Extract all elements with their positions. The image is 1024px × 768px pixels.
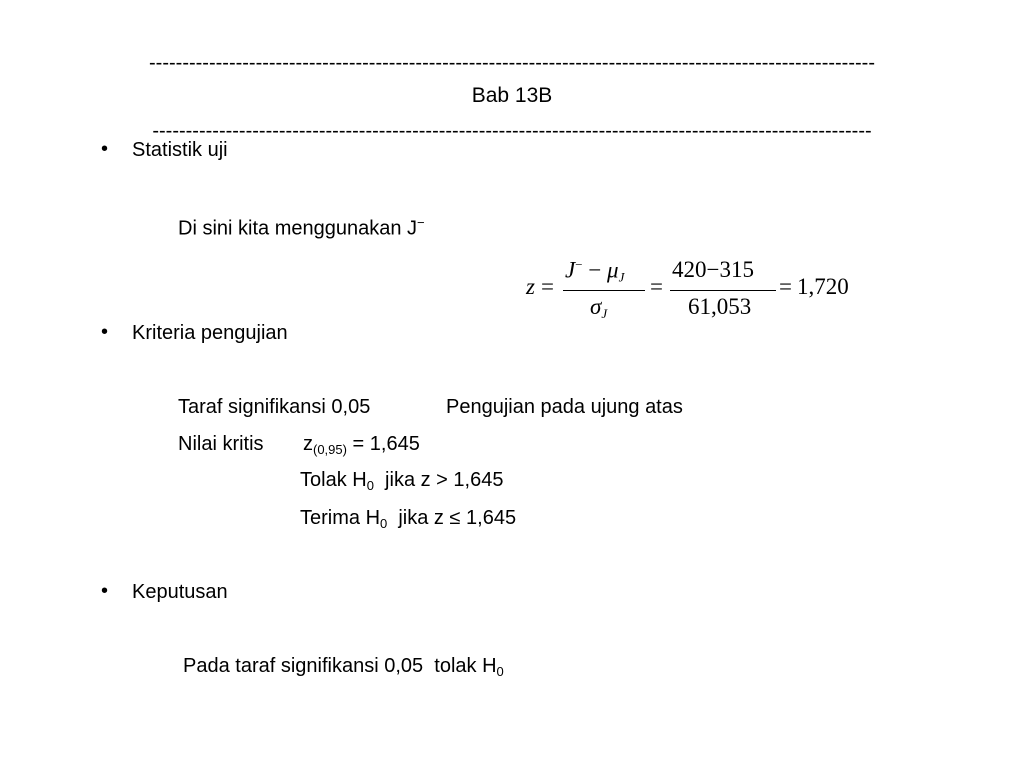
header-dash-top: ------------------------------------------------------------------------------------------------------------- (149, 52, 875, 74)
statistik-text: Di sini kita menggunakan J− (178, 215, 425, 240)
tolak-rule: Tolak $H_0$ jika z > 1,645 (300, 469, 504, 493)
nilai-kritis-label: Nilai kritis (178, 433, 264, 455)
nilai-kritis-value: $z_{(0,95)} = 1,645$ (303, 433, 420, 457)
section-heading-kriteria: Kriteria pengujian (132, 322, 288, 344)
z-formula: z = $J^- - \mu_J$ $\sigma_J$ = 420−315 61,053 = 1,720 (526, 257, 849, 321)
terima-rule: Terima $H_0$ jika z ≤ 1,645 (300, 507, 517, 531)
page-title: Bab 13B (471, 84, 553, 107)
bullet-icon: • (101, 580, 109, 602)
header-dash-bottom: ------------------------------------------------------------------------------------------------------------ (152, 120, 872, 142)
bullet-icon: • (101, 321, 109, 343)
keputusan-text: Pada taraf signifikansi 0,05 tolak $H_0$ (183, 655, 504, 679)
section-heading-statistik: Statistik uji (132, 139, 228, 161)
pengujian-text: Pengujian pada ujung atas (446, 396, 683, 418)
bullet-icon: • (101, 138, 109, 160)
section-heading-keputusan: Keputusan (132, 581, 228, 603)
taraf-text: Taraf signifikansi 0,05 (178, 396, 371, 418)
